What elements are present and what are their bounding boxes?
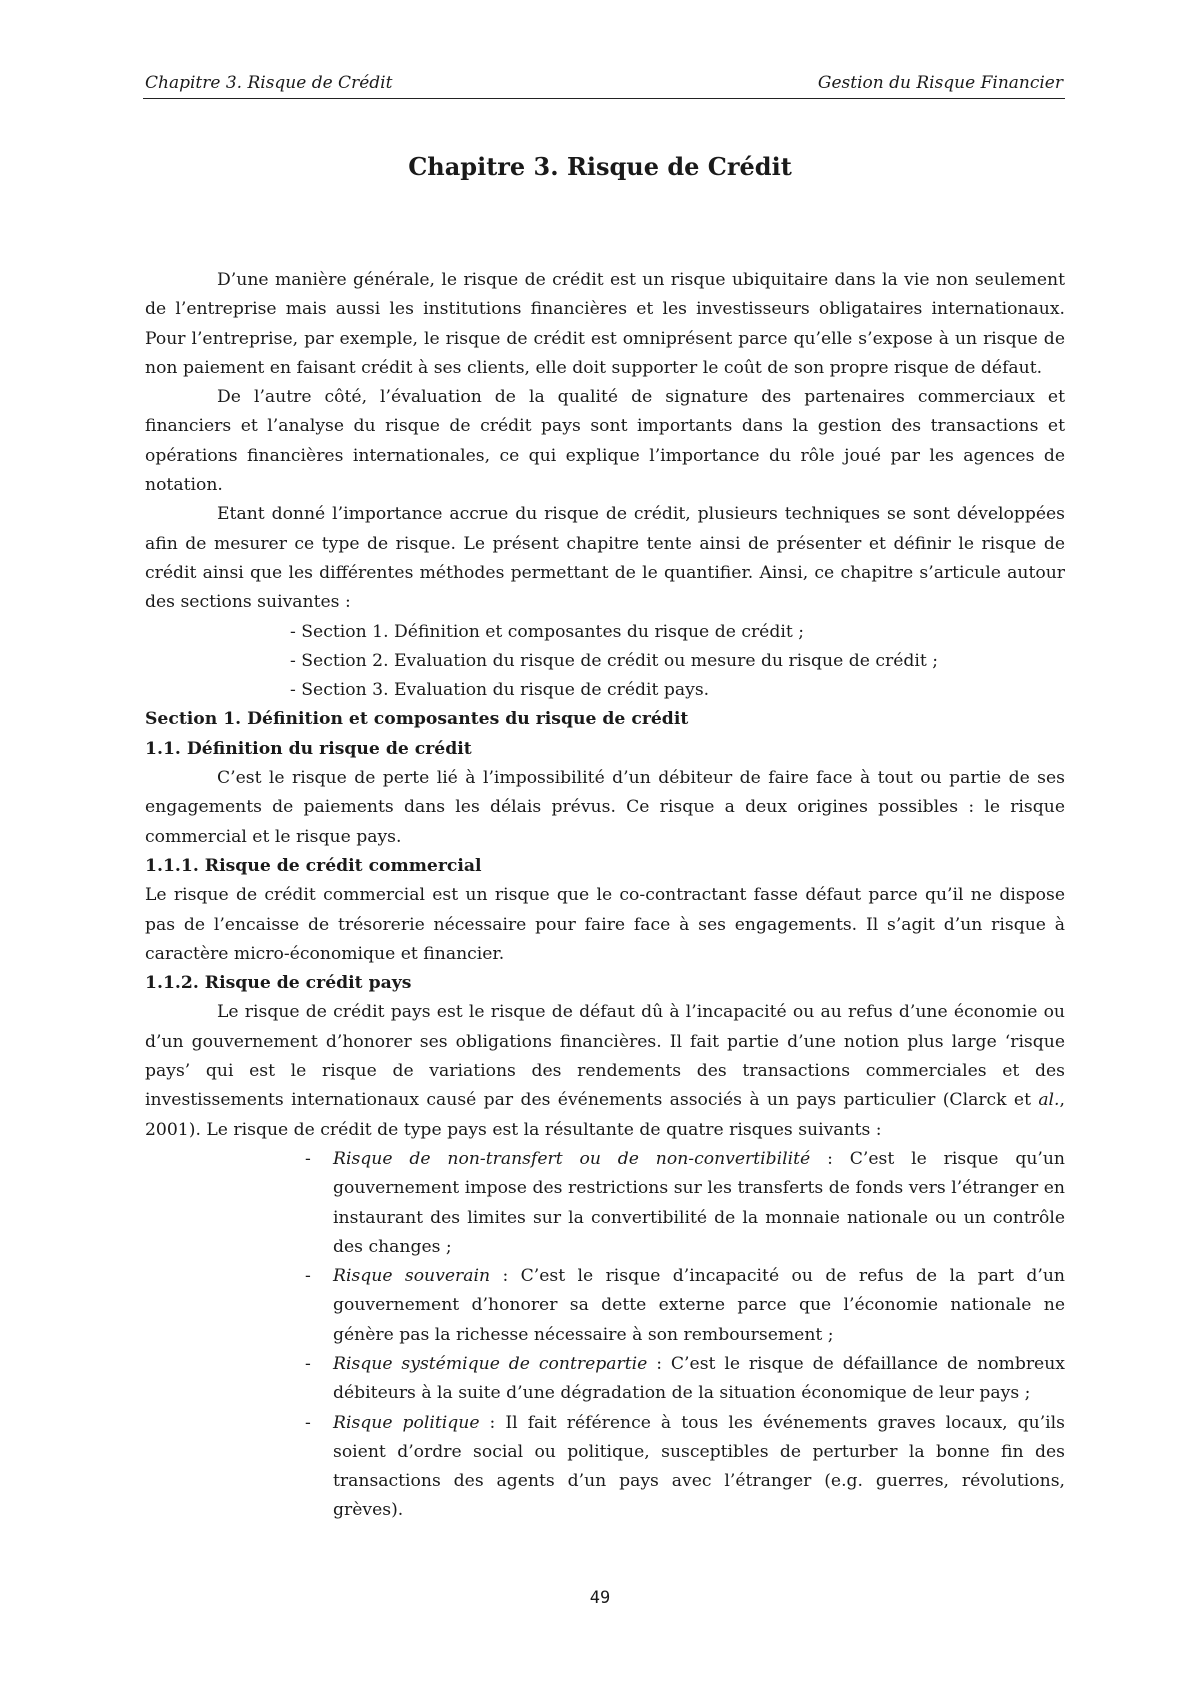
- risk-term: Risque politique: [333, 1412, 480, 1433]
- chapter-title: Chapitre 3. Risque de Crédit: [408, 152, 792, 181]
- header-course-label: Gestion du Risque Financier: [817, 73, 1063, 93]
- risk-item-sovereign: [295, 1262, 1065, 1350]
- risk-item-political: [295, 1409, 1065, 1526]
- sections-list-item: - Section 3. Evaluation du risque de crédit pays.: [290, 680, 710, 701]
- risk-term: Risque de non-transfert ou de non-convertibilité: [333, 1148, 811, 1169]
- dash-bullet-icon: -: [305, 1266, 311, 1287]
- citation-al: al.: [1038, 1090, 1060, 1111]
- dash-bullet-icon: -: [305, 1148, 311, 1169]
- dash-bullet-icon: -: [305, 1353, 311, 1374]
- risk-term: Risque souverain: [333, 1266, 491, 1287]
- risk-item-systemic: [295, 1350, 1065, 1409]
- risk-item-non-transfer: [295, 1145, 1065, 1262]
- paragraph-text: , 2001). Le risque de crédit de type pays est la résultante de quatre risques suivants :: [145, 1090, 1065, 1140]
- sections-list: [145, 618, 1065, 706]
- risk-term: Risque systémique de contrepartie: [333, 1353, 648, 1374]
- sections-list-item: - Section 1. Définition et composantes du risque de crédit ;: [290, 621, 805, 642]
- subsection-1-1-2-heading: 1.1.2. Risque de crédit pays: [145, 973, 412, 994]
- subsection-1-1-1-paragraph: Le risque de crédit commercial est un risque que le co-contractant fasse défaut parce qu’il ne dispose pas de l’encaisse de trésorerie nécessaire pour faire face à ses engagements. Il s’agit d’un risque à caractère micro-économique et financier.: [145, 885, 1065, 964]
- intro-paragraph-3: Etant donné l’importance accrue du risque de crédit, plusieurs techniques se sont développées afin de mesurer ce type de risque. Le présent chapitre tente ainsi de présenter et définir le risque de crédit ainsi que les différentes méthodes permettant de le quantifier. Ainsi, ce chapitre s’articule autour des sections suivantes :: [145, 504, 1065, 613]
- risk-description: : C’est le risque qu’un gouvernement impose des restrictions sur les transferts de fonds vers l’étranger en instaurant des limites sur la convertibilité de la monnaie nationale ou un contrôle des changes ;: [333, 1148, 1065, 1257]
- risk-description: : C’est le risque d’incapacité ou de refus de la part d’un gouvernement d’honorer sa dette externe parce que l’économie nationale ne génère pas la richesse nécessaire à son remboursement ;: [333, 1266, 1065, 1345]
- document-body: [145, 266, 1065, 1526]
- dash-bullet-icon: -: [305, 1412, 311, 1433]
- risk-description: : C’est le risque de défaillance de nombreux débiteurs à la suite d’une dégradation de la situation économique de leur pays ;: [333, 1353, 1065, 1404]
- header-chapter-label: Chapitre 3. Risque de Crédit: [145, 73, 393, 93]
- risk-description: : Il fait référence à tous les événements graves locaux, qu’ils soient d’ordre social ou politique, susceptibles de perturber la bonne fin des transactions des agents d’un pays avec l’étranger (e.g. guerres, révolutions, grèves).: [333, 1412, 1065, 1521]
- subsection-1-1-2-paragraph: [145, 998, 1065, 1144]
- subsection-1-1-1-heading: 1.1.1. Risque de crédit commercial: [145, 855, 482, 876]
- paragraph-text: Le risque de crédit pays est le risque de défaut dû à l’incapacité ou au refus d’une économie ou d’un gouvernement d’honorer ses obligations financières. Il fait partie d’une notion plus large ‘risque pays’ qui est le risque de variations des rendements des transactions commerciales et des investissements internationaux causé par des événements associés à un pays particulier (Clarck et: [145, 1002, 1065, 1111]
- subsection-1-1-paragraph: C’est le risque de perte lié à l’impossibilité d’un débiteur de faire face à tout ou partie de ses engagements de paiements dans les délais prévus. Ce risque a deux origines possibles : le risque commercial et le risque pays.: [145, 768, 1065, 847]
- country-risk-list: [145, 1145, 1065, 1526]
- section-1-heading: Section 1. Définition et composantes du risque de crédit: [145, 709, 689, 730]
- intro-paragraph-2: De l’autre côté, l’évaluation de la qualité de signature des partenaires commerciaux et financiers et l’analyse du risque de crédit pays sont importants dans la gestion des transactions et opérations financières internationales, ce qui explique l’importance du rôle joué par les agences de notation.: [145, 387, 1065, 496]
- sections-list-item: - Section 2. Evaluation du risque de crédit ou mesure du risque de crédit ;: [290, 650, 939, 671]
- running-header: [143, 72, 1065, 99]
- subsection-1-1-heading: 1.1. Définition du risque de crédit: [145, 738, 472, 759]
- intro-paragraph-1: D’une manière générale, le risque de crédit est un risque ubiquitaire dans la vie non seulement de l’entreprise mais aussi les institutions financières et les investisseurs obligataires internationaux. Pour l’entreprise, par exemple, le risque de crédit est omniprésent parce qu’elle s’expose à un risque de non paiement en faisant crédit à ses clients, elle doit supporter le coût de son propre risque de défaut.: [145, 270, 1065, 378]
- page-number: 49: [589, 1588, 611, 1608]
